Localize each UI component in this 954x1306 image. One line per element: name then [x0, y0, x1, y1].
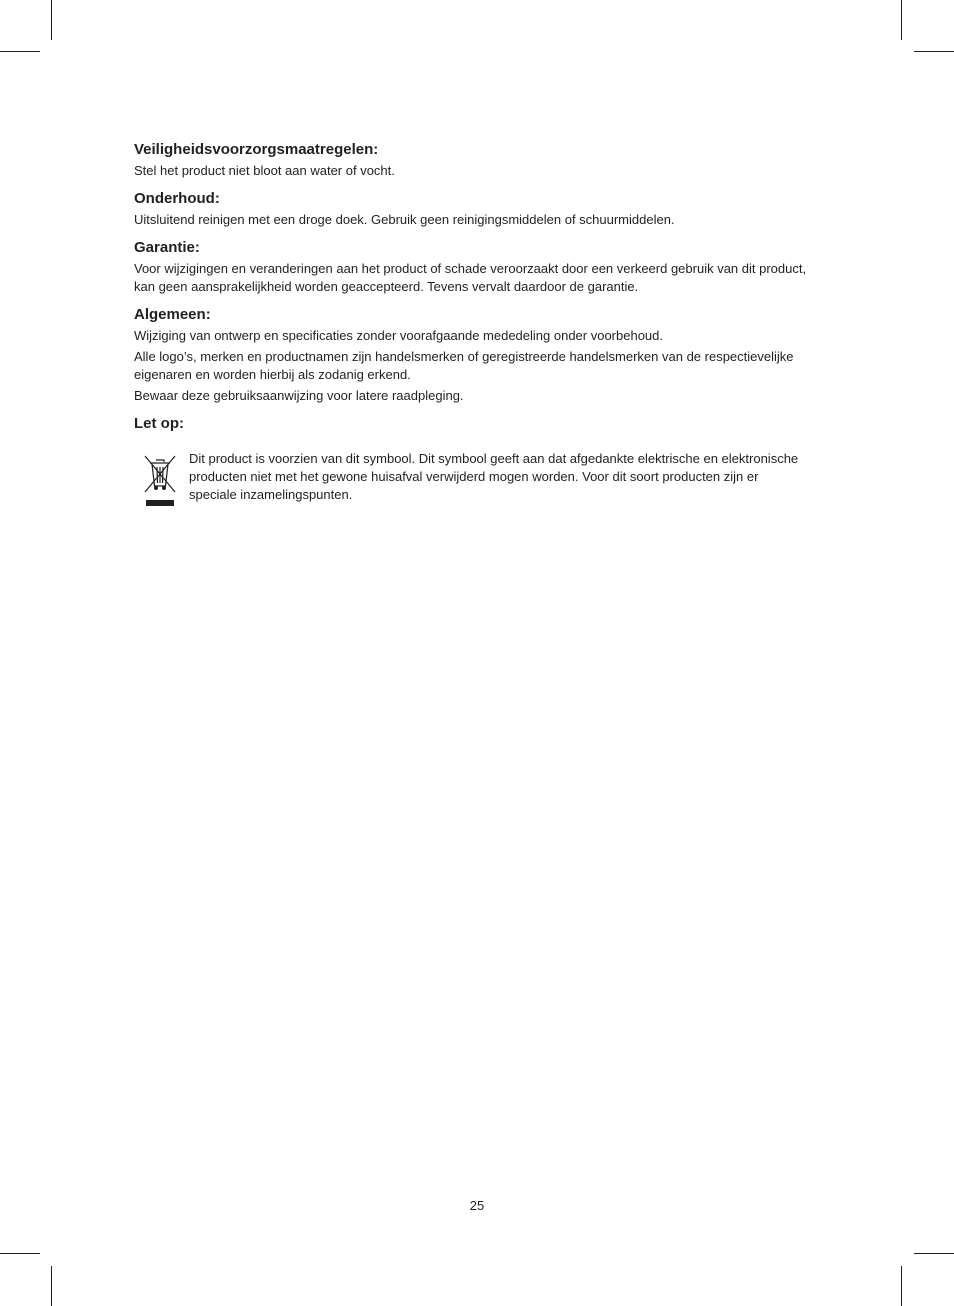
weee-crossed-bin-icon: [142, 452, 178, 506]
crop-mark-bottom-left-vertical: [51, 1266, 52, 1306]
heading-warranty: Garantie:: [134, 239, 200, 256]
crop-mark-top-left-horizontal: [0, 51, 40, 52]
page-number: 25: [469, 1198, 485, 1213]
heading-attention: Let op:: [134, 415, 184, 432]
crop-mark-bottom-right-horizontal: [914, 1253, 954, 1254]
paragraph-warranty: Voor wijzigingen en veranderingen aan het product of schade veroorzaakt door een verkeerd gebruik van dit product, kan geen aansprakelijkheid worden geaccepteerd. Tevens vervalt daardoor de garantie.: [134, 261, 807, 294]
crop-mark-bottom-left-horizontal: [0, 1253, 40, 1254]
paragraph-general-2: Alle logo’s, merken en productnamen zijn handelsmerken of geregistreerde handelsmerken van de respectievelijke eigenaren en worden hierbij als zodanig erkend.: [134, 349, 794, 382]
heading-maintenance: Onderhoud:: [134, 190, 220, 207]
paragraph-general-1: Wijziging van ontwerp en specificaties zonder voorafgaande mededeling onder voorbehoud.: [134, 328, 664, 343]
crop-mark-top-right-vertical: [901, 0, 902, 40]
heading-general: Algemeen:: [134, 306, 211, 323]
weee-notice-text: Dit product is voorzien van dit symbool. Dit symbool geeft aan dat afgedankte elektrische en elektronische producten niet met het gewone huisafval verwijderd mogen worden. Voor dit soort producten zijn er speciale inzamelingspunten.: [189, 451, 799, 502]
crop-mark-top-right-horizontal: [914, 51, 954, 52]
crop-mark-top-left-vertical: [51, 0, 52, 40]
manual-content: [134, 141, 824, 433]
paragraph-safety: Stel het product niet bloot aan water of vocht.: [134, 163, 395, 178]
heading-safety: Veiligheidsvoorzorgsmaatregelen:: [134, 141, 379, 158]
crop-mark-bottom-right-vertical: [901, 1266, 902, 1306]
paragraph-general-3: Bewaar deze gebruiksaanwijzing voor latere raadpleging.: [134, 388, 464, 403]
paragraph-maintenance: Uitsluitend reinigen met een droge doek. Gebruik geen reinigingsmiddelen of schuurmiddelen.: [134, 212, 675, 227]
